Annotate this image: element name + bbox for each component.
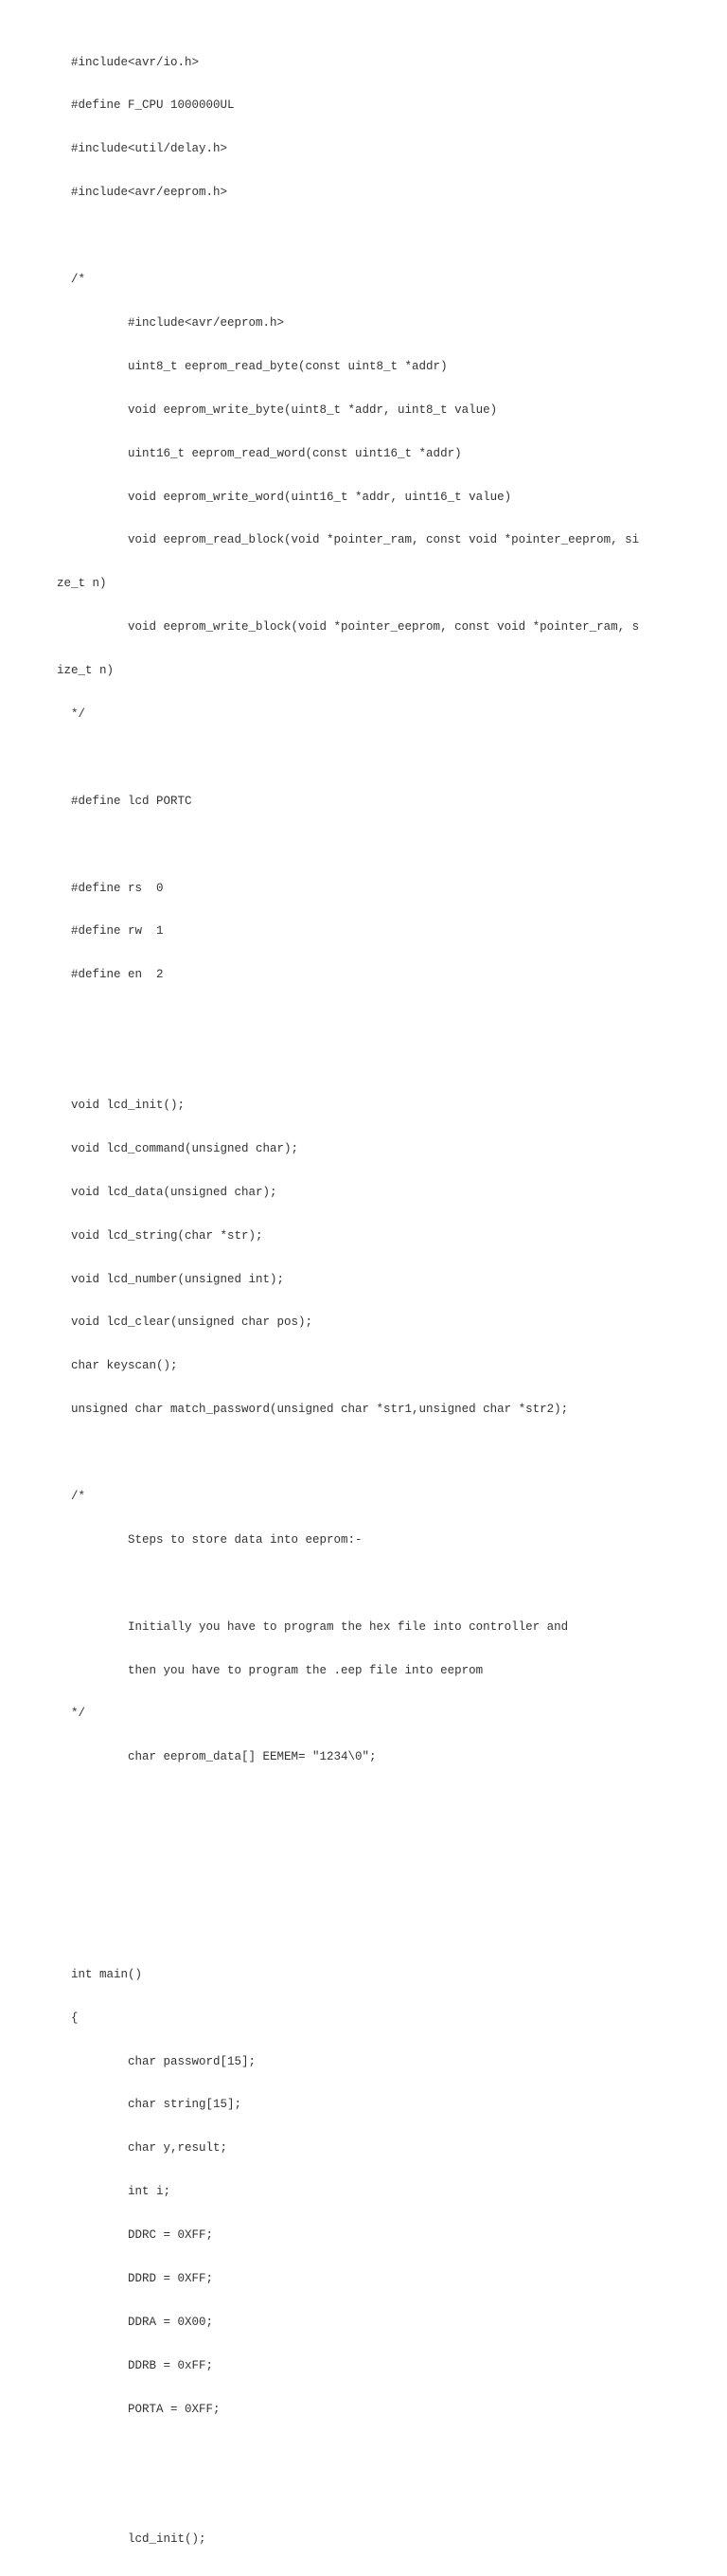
code-line: void eeprom_read_block(void *pointer_ram, const void *pointer_eeprom, si bbox=[71, 533, 640, 547]
code-line: #define F_CPU 1000000UL bbox=[71, 98, 235, 113]
code-line: lcd_init(); bbox=[71, 2532, 206, 2547]
code-line bbox=[71, 1837, 708, 1852]
code-line: char keyscan(); bbox=[71, 1359, 178, 1373]
code-line bbox=[71, 1011, 708, 1026]
code-line bbox=[71, 2446, 708, 2460]
code-line: unsigned char match_password(unsigned char *str1,unsigned char *str2); bbox=[71, 1403, 569, 1417]
code-line: #include<avr/eeprom.h> bbox=[71, 186, 228, 200]
code-line: void lcd_command(unsigned char); bbox=[71, 1141, 299, 1155]
code-line: Steps to store data into eeprom:- bbox=[71, 1532, 363, 1547]
code-line: char y,result; bbox=[71, 2141, 228, 2156]
code-line bbox=[71, 751, 708, 765]
code-line: #define rs 0 bbox=[71, 881, 164, 895]
code-line: DDRD = 0XFF; bbox=[71, 2272, 214, 2286]
code-line: */ bbox=[71, 1707, 86, 1721]
code-line: int i; bbox=[71, 2185, 171, 2199]
code-line bbox=[71, 1924, 708, 1939]
code-line bbox=[71, 2489, 708, 2503]
code-line: #include<avr/eeprom.h> bbox=[71, 315, 285, 330]
code-line: char eeprom_data[] EEMEM= "1234\0"; bbox=[71, 1750, 377, 1764]
code-line bbox=[71, 1446, 708, 1460]
code-line: { bbox=[71, 2011, 79, 2025]
code-line bbox=[71, 838, 708, 852]
code-line bbox=[71, 1881, 708, 1895]
code-line: void eeprom_write_block(void *pointer_eeprom, const void *pointer_ram, s bbox=[71, 620, 640, 635]
code-line: #include<util/delay.h> bbox=[71, 142, 228, 156]
code-line: #define rw 1 bbox=[71, 924, 164, 939]
code-line: void lcd_clear(unsigned char pos); bbox=[71, 1315, 313, 1330]
code-line bbox=[71, 1794, 708, 1808]
code-line: /* bbox=[71, 1489, 86, 1503]
code-line: Initially you have to program the hex file into controller and bbox=[71, 1619, 569, 1634]
code-line: #define en 2 bbox=[71, 968, 164, 982]
code-line: void eeprom_write_word(uint16_t *addr, uint16_t value) bbox=[71, 490, 512, 504]
code-line: */ bbox=[71, 707, 86, 721]
code-line: DDRC = 0XFF; bbox=[71, 2228, 214, 2243]
code-line bbox=[71, 229, 708, 243]
code-line-wrapped: ze_t n) bbox=[57, 577, 107, 591]
code-line: PORTA = 0XFF; bbox=[71, 2402, 221, 2416]
code-line: char password[15]; bbox=[71, 2054, 257, 2068]
code-line: void eeprom_write_byte(uint8_t *addr, uint8_t value) bbox=[71, 402, 498, 417]
code-line: then you have to program the .eep file into eeprom bbox=[71, 1663, 484, 1677]
code-line: #define lcd PORTC bbox=[71, 794, 192, 808]
code-line: uint8_t eeprom_read_byte(const uint8_t *addr) bbox=[71, 359, 448, 373]
code-line: DDRA = 0X00; bbox=[71, 2315, 214, 2329]
code-line bbox=[71, 1577, 708, 1591]
code-line: #include<avr/io.h> bbox=[71, 55, 200, 69]
code-line: /* bbox=[71, 273, 86, 287]
code-line-wrapped: ize_t n) bbox=[57, 664, 115, 678]
code-line: int main() bbox=[71, 1967, 143, 1981]
code-line: void lcd_init(); bbox=[71, 1098, 186, 1112]
code-line bbox=[71, 1055, 708, 1069]
code-line: DDRB = 0xFF; bbox=[71, 2358, 214, 2372]
source-code-listing bbox=[57, 27, 708, 2576]
code-line: uint16_t eeprom_read_word(const uint16_t *addr) bbox=[71, 446, 462, 460]
code-line: char string[15]; bbox=[71, 2098, 242, 2112]
code-line: void lcd_string(char *str); bbox=[71, 1228, 263, 1243]
code-line: void lcd_data(unsigned char); bbox=[71, 1185, 277, 1199]
code-line: void lcd_number(unsigned int); bbox=[71, 1272, 285, 1286]
